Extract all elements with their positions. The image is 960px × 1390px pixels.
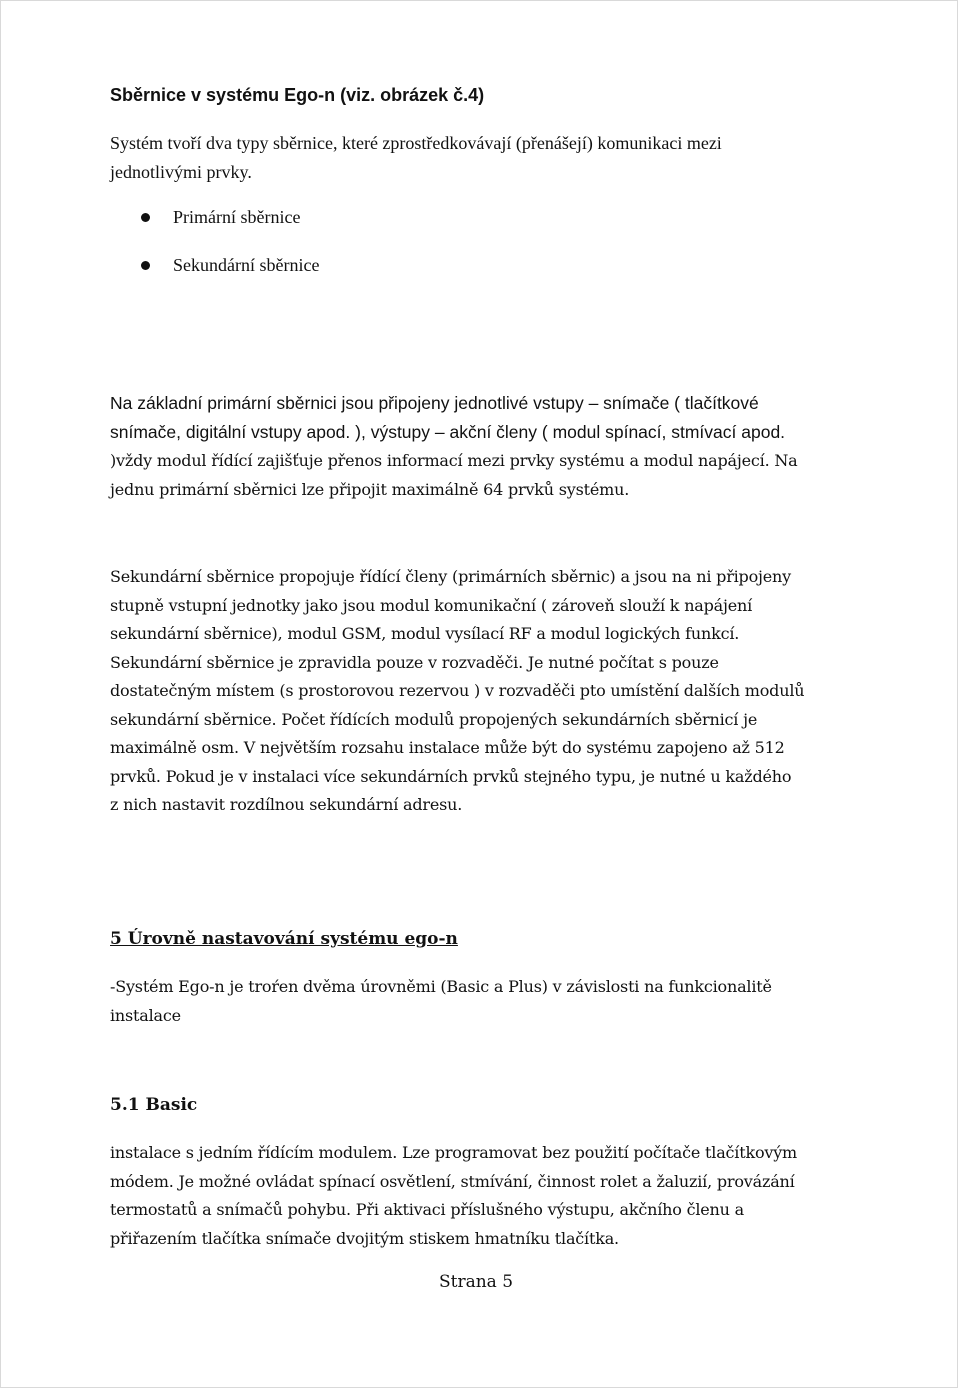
list-item-label: Primární sběrnice [173, 207, 301, 227]
primary-bus-paragraph [110, 389, 900, 504]
section-5-1-title: 5.1 Basic [110, 1095, 198, 1115]
paragraph-line: stupně vstupní jednotky jako jsou modul komunikační ( zároveň slouží k napájení [110, 595, 753, 615]
paragraph-line: jednu primární sběrnici lze připojit maximálně 64 prvků systému. [110, 479, 630, 499]
list-item [110, 251, 319, 299]
bus-type-list [110, 203, 319, 299]
section-heading: Sběrnice v systému Ego-n (viz. obrázek č.4) [110, 85, 485, 105]
paragraph-line: dostatečným místem (s prostorovou rezervou ) v rozvaděči pto umístění dalších modulů [110, 681, 805, 700]
paragraph-line: termostatů a snímačů pohybu. Při aktivaci příslušného výstupu, akčního členu a [110, 1200, 744, 1219]
section-5-1-paragraph [110, 1139, 900, 1253]
paragraph-line: )vždy modul řídící zajišťuje přenos informací mezi prvky systému a modul napájecí. Na [110, 451, 798, 470]
bullet-dot-icon [141, 261, 150, 270]
intro-line: jednotlivými prvky. [110, 162, 252, 182]
list-item [110, 203, 319, 251]
paragraph-line: snímače, digitální vstupy apod. ), výstupy – akční členy ( modul spínací, stmívací apod. [110, 422, 786, 442]
paragraph-line: Na základní primární sběrnici jsou připojeny jednotlivé vstupy – snímače ( tlačítkové [110, 393, 759, 413]
paragraph-line: maximálně osm. V největším rozsahu instalace může být do systému zapojeno až 512 [110, 738, 785, 757]
paragraph-line: přiřazením tlačítka snímače dvojitým stiskem hmatníku tlačítka. [110, 1228, 619, 1248]
paragraph-line: instalace [110, 1005, 181, 1025]
paragraph-line: -Systém Ego-n je troŕen dvěma úrovněmi (Basic a Plus) v závislosti na funkcionalitě [110, 977, 772, 996]
secondary-bus-paragraph [110, 563, 900, 820]
list-item-label: Sekundární sběrnice [173, 255, 320, 275]
paragraph-line: instalace s jedním řídícím modulem. Lze programovat bez použití počítače tlačítkovým [110, 1143, 798, 1162]
intro-paragraph [110, 129, 900, 187]
section-5-title: 5 Úrovně nastavování systému ego-n [110, 929, 458, 949]
page-number: Strana 5 [438, 1272, 514, 1292]
paragraph-line: Sekundární sběrnice je zpravidla pouze v rozvaděči. Je nutné počítat s pouze [110, 652, 719, 672]
paragraph-line: sekundární sběrnice), modul GSM, modul vysílací RF a modul logických funkcí. [110, 624, 740, 643]
paragraph-line: sekundární sběrnice. Počet řídících modulů propojených sekundárních sběrnicí je [110, 709, 758, 729]
paragraph-line: Sekundární sběrnice propojuje řídící členy (primárních sběrnic) a jsou na ni připojeny [110, 567, 792, 586]
bullet-dot-icon [141, 213, 150, 222]
intro-line: Systém tvoří dva typy sběrnice, které zprostředkovávají (přenášejí) komunikaci mezi [110, 133, 722, 153]
section-5-paragraph [110, 973, 900, 1030]
paragraph-line: z nich nastavit rozdílnou sekundární adresu. [110, 795, 463, 814]
paragraph-line: módem. Je možné ovládat spínací osvětlení, stmívání, činnost rolet a žaluzií, provázání [110, 1171, 795, 1191]
paragraph-line: prvků. Pokud je v instalaci více sekundárních prvků stejného typu, je nutné u každého [110, 766, 792, 786]
